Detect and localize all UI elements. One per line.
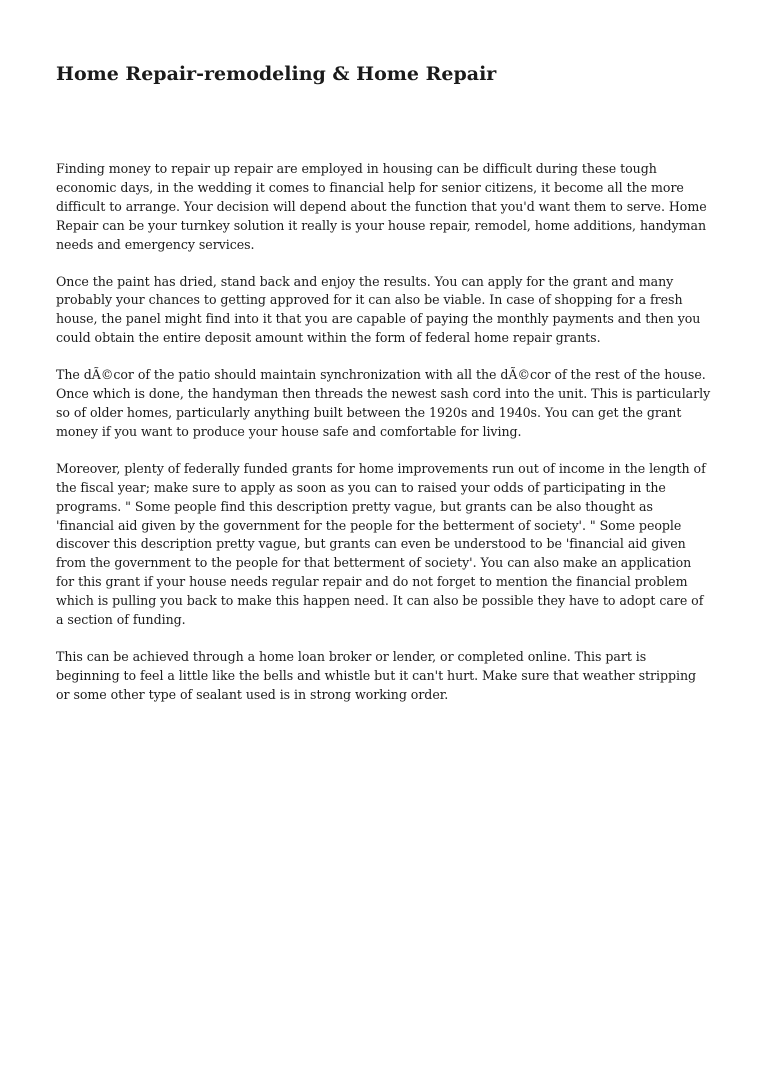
document-body — [56, 160, 712, 705]
paragraph-5: This can be achieved through a home loan broker or lender, or completed online. This part is beginning to feel a little like the bells and whistle but it can't hurt. Make sure that weather stripping or some other type of sealant used is in strong working order. — [56, 648, 697, 702]
paragraph-3: The dÃ©cor of the patio should maintain synchronization with all the dÃ©cor of the rest of the house. Once which is done, the handyman then threads the newest sash cord into the unit. This is particularly so of older homes, particularly anything built between the 1920s and 1940s. You can get the grant money if you want to produce your house safe and comfortable for living. — [56, 367, 711, 439]
paragraph-4: Moreover, plenty of federally funded grants for home improvements run out of income in the length of the fiscal year; make sure to apply as soon as you can to raised your odds of participating in the programs. " Some people find this description pretty vague, but grants can be also thought as 'financial aid given by the government for the people for the betterment of society'. " Some people discover this description pretty vague, but grants can even be understood to be 'financial aid given from the government to the people for that betterment of society'. You can also make an application for this grant if your house needs regular repair and do not forget to mention the financial problem which is pulling you back to make this happen need. It can also be possible they have to adopt care of a section of funding. — [56, 460, 706, 628]
paragraph-2: Once the paint has dried, stand back and enjoy the results. You can apply for the grant and many probably your chances to getting approved for it can also be viable. In case of shopping for a fresh house, the panel might find into it that you are capable of paying the monthly payments and then you could obtain the entire deposit amount within the form of federal home repair grants. — [56, 273, 701, 346]
document-title: Home Repair-remodeling & Home Repair — [56, 63, 497, 85]
paragraph-1: Finding money to repair up repair are employed in housing can be difficult during these tough economic days, in the wedding it comes to financial help for senior citizens, it become all the more difficult to arrange. Your decision will depend about the function that you'd want them to serve. Home Repair can be your turnkey solution it really is your house repair, remodel, home additions, handyman needs and emergency services. — [56, 161, 707, 252]
